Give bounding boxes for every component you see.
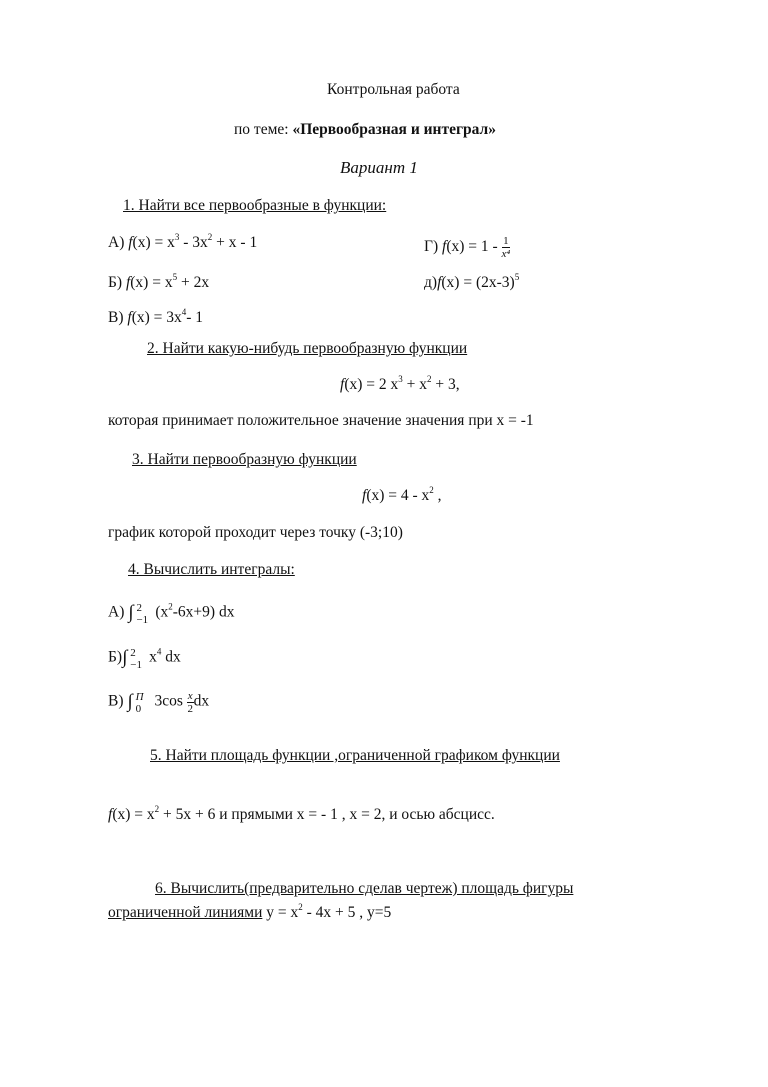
expr: + x - 1 — [212, 234, 258, 251]
exponent: 3 — [174, 232, 180, 242]
integral-sign: ∫ — [128, 602, 134, 623]
task4-item-a — [108, 600, 234, 626]
task6-heading-cont: ограниченной линиями — [108, 904, 263, 921]
expr: - 1 — [186, 309, 204, 326]
exponent: 4 — [181, 307, 187, 317]
item-label: Б) — [108, 274, 126, 291]
item-label: Б) — [108, 648, 123, 666]
subtitle-prefix: по теме: — [234, 121, 293, 138]
expr: + x — [402, 376, 428, 393]
expr: (x) = 1 - — [446, 238, 502, 256]
expr: 3cos — [150, 692, 187, 710]
expr: x — [145, 648, 157, 666]
upper-limit: П — [135, 691, 144, 703]
integral-limits — [127, 645, 145, 671]
task1-item-a — [108, 233, 257, 253]
document-title: Контрольная работа — [327, 81, 460, 98]
fraction — [187, 690, 194, 715]
expr: (x) = x — [132, 234, 175, 251]
task1-item-g — [424, 235, 510, 260]
numerator: 1 — [503, 235, 509, 247]
integral-limits — [133, 600, 151, 626]
task5-formula — [108, 805, 495, 825]
denominator: x⁴ — [501, 248, 511, 260]
document-subtitle — [234, 120, 496, 140]
integral-sign: ∫ — [122, 647, 128, 668]
item-label: д) — [424, 274, 438, 291]
expr: (x) = (2x-3) — [441, 274, 515, 291]
expr: -6x+9) dx — [172, 603, 235, 621]
task2-heading: 2. Найти какую-нибудь первообразную функции — [147, 340, 468, 357]
expr: , — [433, 487, 442, 504]
expr: (x) = 4 - x — [366, 487, 430, 504]
task5-heading: 5. Найти площадь функции ,ограниченной графиком функции — [150, 747, 560, 764]
exponent: 5 — [172, 272, 178, 282]
task3-formula — [362, 486, 442, 506]
numerator: x — [187, 689, 193, 702]
func-symbol: f — [125, 274, 131, 291]
expr: - 3x — [179, 234, 208, 251]
task3-condition: график которой проходит через точку (-3;10) — [108, 524, 403, 541]
task2-condition: которая принимает положительное значение значения при x = -1 — [108, 412, 534, 429]
func-symbol: f — [442, 238, 447, 256]
denominator: 2 — [187, 702, 193, 715]
integral-limits — [133, 689, 151, 715]
task1-heading: 1. Найти все первообразные в функции: — [123, 197, 387, 214]
integral-sign: ∫ — [127, 691, 133, 712]
lower-limit: −1 — [130, 659, 142, 671]
expr: dx — [193, 692, 210, 710]
task6-formula — [108, 903, 391, 923]
func-symbol: f — [437, 274, 442, 291]
func-symbol: f — [127, 309, 132, 326]
expr: dx — [161, 648, 181, 666]
task2-formula — [340, 375, 460, 395]
exponent: 5 — [514, 272, 520, 282]
item-label: Г) — [424, 238, 442, 256]
task3-heading: 3. Найти первообразную функции — [132, 451, 357, 468]
lower-limit: −1 — [136, 614, 149, 626]
exponent: 4 — [156, 646, 162, 657]
expr: (x) = 2 x — [344, 376, 399, 393]
exponent: 3 — [398, 374, 403, 384]
func-symbol: f — [362, 487, 367, 504]
subtitle-topic: «Первообразная и интеграл» — [292, 121, 496, 138]
expr: (x) = x — [130, 274, 173, 291]
exponent: 2 — [298, 902, 303, 912]
task4-item-v — [108, 689, 209, 715]
item-label: В) — [108, 309, 128, 326]
exponent: 2 — [427, 374, 432, 384]
func-symbol: f — [108, 806, 113, 823]
expr: - 4x + 5 , y=5 — [302, 904, 392, 921]
variant-label: Вариант 1 — [340, 158, 418, 177]
lower-limit: 0 — [135, 703, 142, 715]
upper-limit: 2 — [136, 602, 142, 614]
expr: (x) = 3x — [131, 309, 182, 326]
expr: (x) = x — [112, 806, 155, 823]
fraction — [502, 235, 511, 260]
task4-item-b — [108, 645, 181, 671]
expr: + 3, — [431, 376, 460, 393]
expr: + 5x + 6 и прямыми x = - 1 , x = 2, и осью абсцисс. — [159, 806, 495, 823]
task4-heading: 4. Вычислить интегралы: — [128, 561, 295, 578]
task1-item-v — [108, 308, 203, 328]
item-label: В) — [108, 692, 128, 710]
exponent: 2 — [154, 804, 160, 814]
task1-item-b — [108, 273, 209, 293]
item-label: А) — [108, 603, 129, 621]
expr: + 2x — [177, 274, 210, 291]
exponent: 2 — [168, 601, 173, 612]
exponent: 2 — [207, 232, 213, 242]
task6-heading: 6. Вычислить(предварительно сделав чертеж) площадь фигуры — [155, 880, 574, 897]
exponent: 2 — [429, 485, 434, 495]
expr: (x — [151, 603, 169, 621]
func-symbol: f — [340, 376, 345, 393]
expr: y = x — [262, 904, 299, 921]
item-label: А) — [108, 234, 129, 251]
func-symbol: f — [128, 234, 133, 251]
upper-limit: 2 — [130, 647, 136, 659]
task1-item-d — [424, 273, 519, 293]
